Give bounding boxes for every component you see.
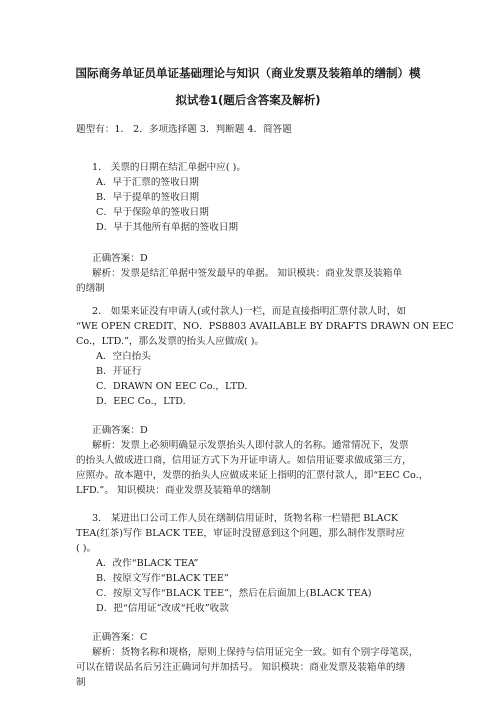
q2-stem-line-1: 2． 如果来证没有申请人(或付款人)一栏，而是直接指明汇票付款人时，如: [92, 306, 407, 317]
q1-option-b: B．早于提单的签收日期: [96, 192, 199, 203]
q2-option-a: A．空白抬头: [96, 351, 151, 362]
q2-option-d: D．EEC Co.，LTD.: [96, 396, 186, 407]
q2-option-c: C．DRAWN ON EEC Co.，LTD.: [96, 381, 248, 392]
document-title-line-2: 拟试卷1(题后含答案及解析): [175, 93, 321, 107]
q3-answer: 正确答案：C: [92, 632, 148, 643]
q3-option-d: D．把“信用证”改成“托收”收款: [96, 603, 229, 614]
q1-option-d: D．早于其他所有单据的签收日期: [96, 222, 239, 233]
q3-option-c: C．按原文写作“BLACK TEE”，然后在后面加上(BLACK TEA): [96, 588, 372, 599]
q3-explanation-line-2: 可以在错误品名后另注正确词句并加括号。 知识模块：商业发票及装箱单的缮: [76, 662, 406, 673]
q3-stem-line-2: TEA(红茶)写作 BLACK TEE，审证时没留意到这个问题，那么制作发票时应: [76, 528, 406, 539]
q3-stem-line-1: 3． 某进出口公司工作人员在缮制信用证时，货物名称一栏错把 BLACK: [92, 513, 399, 524]
q2-stem-line-3: Co.，LTD.”，那么发票的抬头人应做成( )。: [76, 336, 265, 347]
q2-option-b: B．开证行: [96, 366, 142, 377]
question-types-line: 题型有：1． 2．多项选择题 3．判断题 4．简答题: [76, 124, 292, 135]
q2-explanation-line-1: 解析：发票上必须明确显示发票抬头人即付款人的名称。通常情况下，发票: [92, 440, 409, 451]
q3-stem-line-3: ( )。: [76, 543, 97, 554]
q2-answer: 正确答案：D: [92, 425, 148, 436]
q1-answer: 正确答案：D: [92, 253, 148, 264]
q1-explanation-line-2: 的缮制: [76, 283, 105, 294]
q3-explanation-line-1: 解析：货物名称和规格，原则上保持与信用证完全一致。如有个别字母笔误，: [92, 647, 419, 658]
q1-option-a: A．早于汇票的签收日期: [96, 177, 199, 188]
q3-explanation-line-3: 制: [76, 677, 86, 688]
q2-explanation-line-2: 的抬头人做成进口商，信用证方式下为开证申请人。如信用证要求做成第三方，: [76, 455, 412, 466]
q2-explanation-line-4: LFD.”。 知识模块：商业发票及装箱单的缮制: [76, 485, 271, 496]
q3-option-b: B．按原文写作“BLACK TEE”: [96, 573, 229, 584]
document-title-line-1: 国际商务单证员单证基础理论与知识（商业发票及装箱单的缮制）模: [75, 66, 421, 80]
q2-stem-line-2: “WE OPEN CREDIT、NO．PS8803 AVAILABLE BY DRAFTS DRAWN ON EEC: [76, 321, 454, 332]
q3-option-a: A．改作“BLACK TEA”: [96, 558, 199, 569]
q2-explanation-line-3: 应照办。故本题中，发票的抬头人应做成来证上指明的汇票付款人，即“EEC Co.，: [76, 470, 429, 481]
q1-option-c: C．早于保险单的签收日期: [96, 207, 209, 218]
q1-explanation-line-1: 解析：发票是结汇单据中签发最早的单据。 知识模块：商业发票及装箱单: [92, 268, 403, 279]
q1-stem-line-1: 1． 关票的日期在结汇单据中应( )。: [92, 162, 247, 173]
